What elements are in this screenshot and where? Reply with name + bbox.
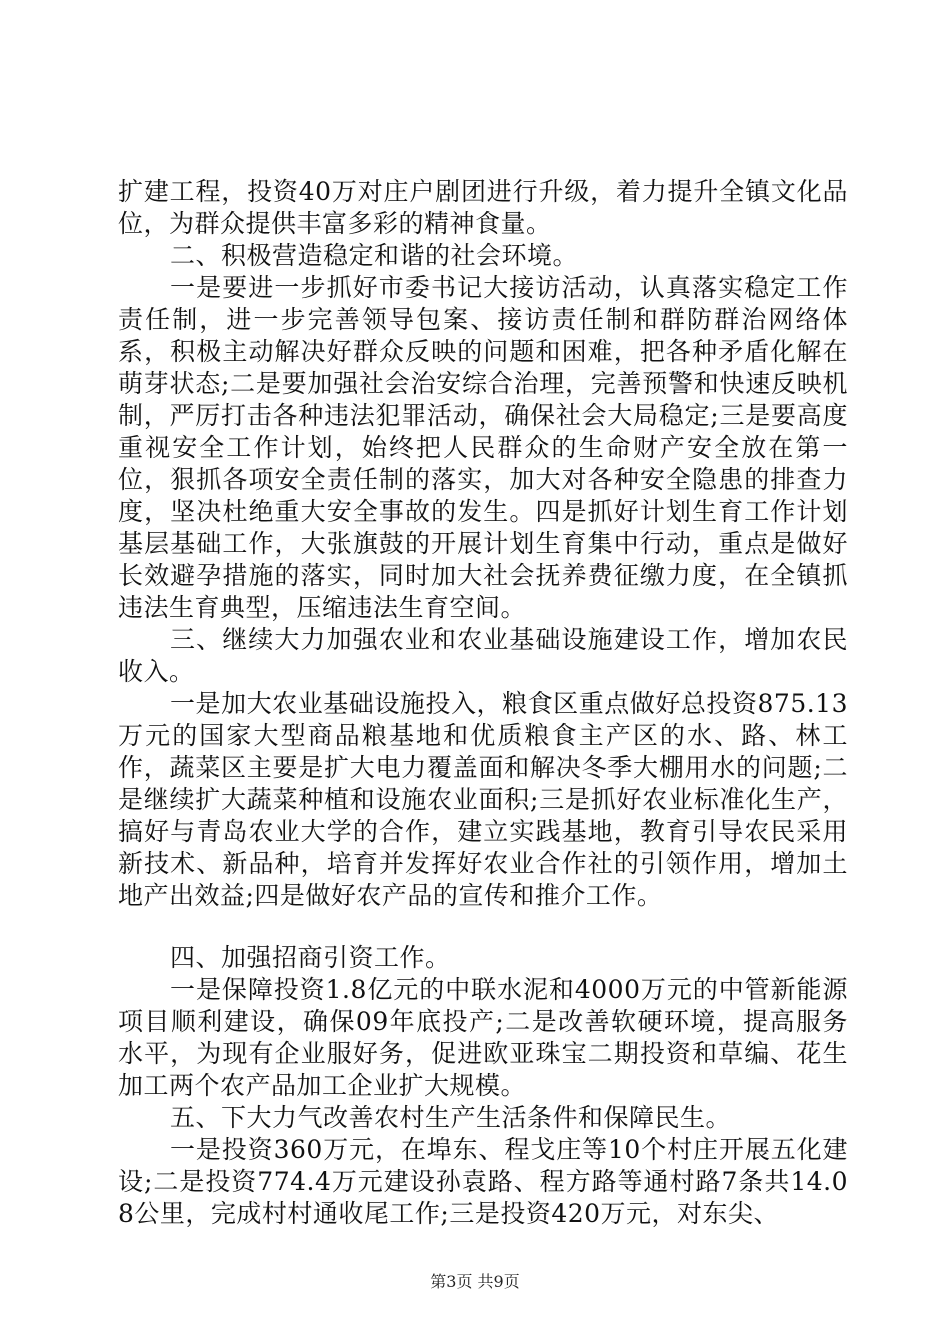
paragraph-social-stability: 一是要进一步抓好市委书记大接访活动，认真落实稳定工作责任制，进一步完善领导包案、接访责任制和群防群治网络体系，积极主动解决好群众反映的问题和困难，把各种矛盾化解在萌芽状态;二是要加强社会治安综合治理，完善预警和快速反映机制，严厉打击各种违法犯罪活动，确保社会大局稳定;三是要高度重视安全工作计划，始终把人民群众的生命财产安全放在第一位，狠抓各项安全责任制的落实，加大对各种安全隐患的排查力度，坚决杜绝重大安全事故的发生。四是抓好计划生育工作计划基层基础工作，大张旗鼓的开展计划生育集中行动，重点是做好长效避孕措施的落实，同时加大社会抚养费征缴力度，在全镇抓违法生育典型，压缩违法生育空间。: [118, 273, 848, 622]
page-number-footer: 第3页 共9页: [430, 1272, 520, 1291]
paragraph-investment: 一是保障投资1.8亿元的中联水泥和4000万元的中管新能源项目顺利建设，确保09年底投产;二是改善软硬环境，提高服务水平，为现有企业服好务，促进欧亚珠宝二期投资和草编、花生加工两个农产品加工企业扩大规模。: [118, 975, 848, 1100]
document-body: [118, 176, 848, 1230]
paragraph-rural-conditions: 一是投资360万元，在埠东、程戈庄等10个村庄开展五化建设;二是投资774.4万元建设孙袁路、程方路等通村路7条共14.08公里，完成村村通收尾工作;三是投资420万元，对东尖、: [118, 1135, 848, 1228]
section-heading-2: 二、积极营造稳定和谐的社会环境。: [170, 241, 579, 270]
section-heading-3: 三、继续大力加强农业和农业基础设施建设工作，增加农民收入。: [118, 625, 848, 686]
paragraph-agriculture: 一是加大农业基础设施投入，粮食区重点做好总投资875.13万元的国家大型商品粮基地和优质粮食主产区的水、路、林工作，蔬菜区主要是扩大电力覆盖面和解决冬季大棚用水的问题;二是继续扩大蔬菜种植和设施农业面积;三是抓好农业标准化生产，搞好与青岛农业大学的合作，建立实践基地，教育引导农民采用新技术、新品种，培育并发挥好农业合作社的引领作用，增加土地产出效益;四是做好农产品的宣传和推介工作。: [118, 689, 848, 910]
section-heading-4: 四、加强招商引资工作。: [170, 943, 451, 972]
section-heading-5: 五、下大力气改善农村生产生活条件和保障民生。: [170, 1103, 732, 1132]
paragraph-continuation: 扩建工程，投资40万对庄户剧团进行升级，着力提升全镇文化品位，为群众提供丰富多彩的精神食量。: [118, 177, 848, 238]
